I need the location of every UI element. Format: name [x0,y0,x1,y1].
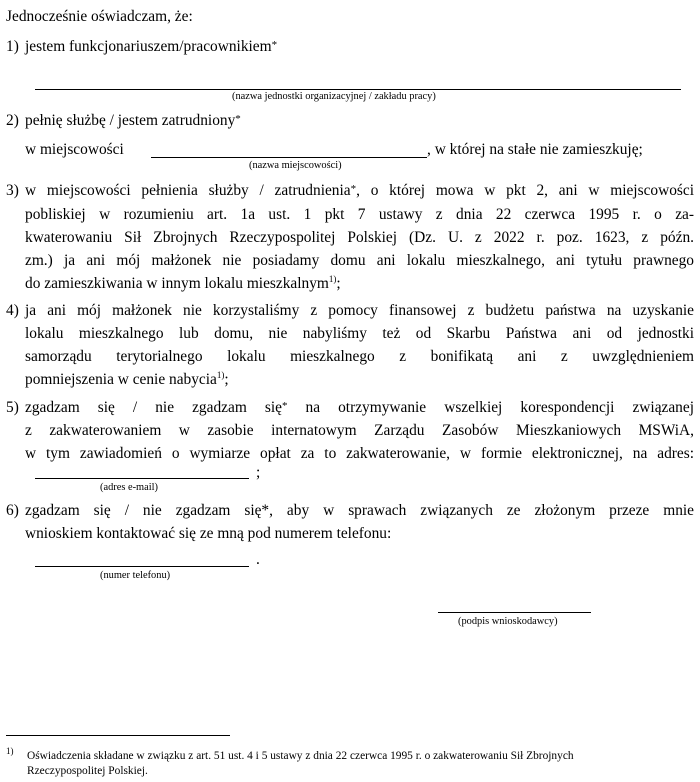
item-3-number: 3) [6,182,19,199]
item-4-line-2: lokalu mieszkalnego lub domu, nie nabyliśmy też od Skarbu Państwa ani od jednostki [25,325,694,342]
email-field-line[interactable] [35,478,249,479]
item-6-end: . [256,551,260,568]
item-1-number: 1) [6,38,19,55]
signature-caption: (podpis wnioskodawcy) [458,616,558,627]
item-1-asterisk: * [271,39,278,51]
item-5-line-1 [25,399,694,418]
footnote-separator [6,735,230,736]
item-5-line-2: z zakwaterowaniem w zasobie internatowym Zarządu Zasobów Mieszkaniowych MSWiA, [25,422,694,439]
footnote-line-1: Oświadczenia składane w związku z art. 51 ust. 4 i 5 ustawy z dnia 22 czerwca 1995 r. o zakwaterowaniu Sił Zbrojnych [27,750,574,762]
item-2-label: pełnię służbę / jestem zatrudniony [25,112,236,129]
locality-field-line[interactable] [151,157,427,158]
item-2-asterisk: * [235,113,241,125]
item-5-end: ; [256,464,261,481]
item-6-number: 6) [6,502,19,519]
footnote-line-2: Rzeczypospolitej Polskiej. [27,765,148,777]
item-3-line-1-b: , o której mowa w pkt 2, ani w miejscowości [356,182,694,199]
item-4-line-4 [25,371,229,390]
item-5-line-3: w tym zawiadomień o wymiarze opłat za to zakwaterowanie, w formie elektronicznej, na adres: [25,445,694,462]
item-3-line-2: pobliskiej w rozumieniu art. 1a ust. 1 pkt 7 ustawy z dnia 22 czerwca 1995 r. o za- [25,206,694,223]
item-4-number: 4) [6,302,19,319]
footnote-ref-2: 1) [216,370,225,380]
item-4-line-3: samorządu terytorialnego lokalu mieszkalnego z bonifikatą ani z uwzględnieniem [25,348,694,365]
item-2-text [25,112,241,131]
phone-field-line[interactable] [35,566,249,567]
employer-name-field-line[interactable] [35,89,681,90]
item-5-asterisk: * [281,400,288,412]
item-2-number: 2) [6,112,19,129]
item-3-line-5-text: do zamieszkiwania w innym lokalu mieszkalnym [25,275,329,292]
item-3-line-1-a: w miejscowości pełnienia służby / zatrudnienia [25,182,351,199]
item-3-end: ; [336,275,341,292]
item-3-asterisk: * [350,183,357,195]
phone-caption: (numer telefonu) [100,570,171,581]
item-5-consent-choice[interactable]: zgadzam się / nie zgadzam się [25,399,282,416]
item-3-line-1 [25,182,694,201]
item-5-number: 5) [6,399,19,416]
item-2-suffix: , w której na stałe nie zamieszkuję; [427,141,643,158]
item-5-line-1-b: na otrzymywanie wszelkiej korespondencji związanej [305,399,694,416]
item-2-prefix: w miejscowości [25,141,124,158]
item-4-line-4-text: pomniejszenia w cenie nabycia [25,371,217,388]
locality-caption: (nazwa miejscowości) [249,160,342,171]
item-4-line-1: ja ani mój małżonek nie korzystaliśmy z pomocy finansowej z budżetu państwa na uzyskanie [25,302,694,319]
item-3-line-4: zm.) ja ani mój małżonek nie posiadamy domu ani lokalu mieszkalnego, ani tytułu prawnego [25,252,694,269]
employer-name-caption: (nazwa jednostki organizacyjnej / zakładu pracy) [232,91,436,102]
item-4-end: ; [224,371,229,388]
item-6-line-2: wnioskiem kontaktować się ze mną pod numerem telefonu: [25,525,392,542]
item-1-label: jestem funkcjonariuszem/pracownikiem [25,38,272,55]
item-3-line-3: kwaterowaniu Sił Zbrojnych Rzeczypospolitej Polskiej (Dz. U. z 2022 r. poz. 1623, z późn. [25,229,694,246]
email-caption: (adres e-mail) [100,482,158,493]
intro-text: Jednocześnie oświadczam, że: [6,8,193,25]
item-3-line-5 [25,275,341,294]
footnote-ref-1: 1) [328,274,337,284]
item-6-line-1: zgadzam się / nie zgadzam się*, aby w sprawach związanych ze złożonym przeze mnie [25,502,694,519]
item-1-text [25,38,277,57]
footnote-mark: 1) [6,746,14,756]
signature-field-line[interactable] [438,612,591,613]
